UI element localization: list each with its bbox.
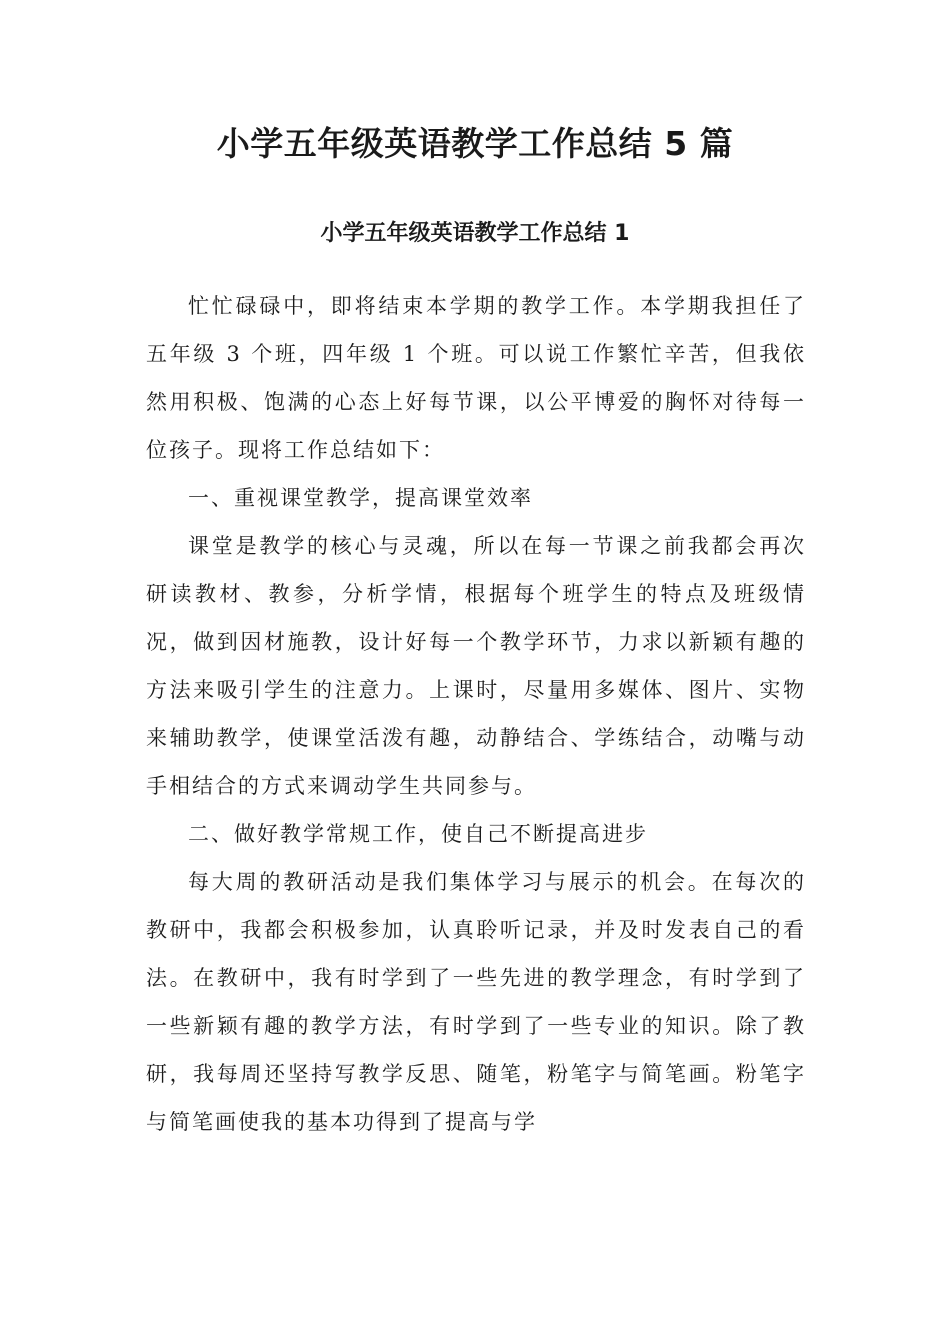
paragraph-intro: 忙忙碌碌中，即将结束本学期的教学工作。本学期我担任了五年级 3 个班，四年级 1 个班。可以说工作繁忙辛苦，但我依然用积极、饱满的心态上好每节课，以公平博爱的胸怀对待每一位孩子。现将工作总结如下： [146, 294, 806, 462]
paragraph-teaching-research: 每大周的教研活动是我们集体学习与展示的机会。在每次的教研中，我都会积极参加，认真聆听记录，并及时发表自己的看法。在教研中，我有时学到了一些先进的教学理念，有时学到了一些新颖有趣的教学方法，有时学到了一些专业的知识。除了教研，我每周还坚持写教学反思、随笔，粉笔字与简笔画。粉笔字与简笔画使我的基本功得到了提高与学 [146, 870, 806, 1134]
heading-classroom-teaching: 一、重视课堂教学，提高课堂效率 [188, 486, 533, 510]
section-title: 小学五年级英语教学工作总结 1 [320, 221, 630, 246]
paragraph-classroom-teaching: 课堂是教学的核心与灵魂，所以在每一节课之前我都会再次研读教材、教参，分析学情，根据每个班学生的特点及班级情况，做到因材施教，设计好每一个教学环节，力求以新颖有趣的方法来吸引学生的注意力。上课时，尽量用多媒体、图片、实物来辅助教学，使课堂活泼有趣，动静结合、学练结合，动嘴与动手相结合的方式来调动学生共同参与。 [146, 534, 806, 798]
document-body [146, 282, 806, 1146]
document-title: 小学五年级英语教学工作总结 5 篇 [216, 124, 734, 163]
heading-teaching-routine: 二、做好教学常规工作，使自己不断提高进步 [188, 822, 648, 846]
